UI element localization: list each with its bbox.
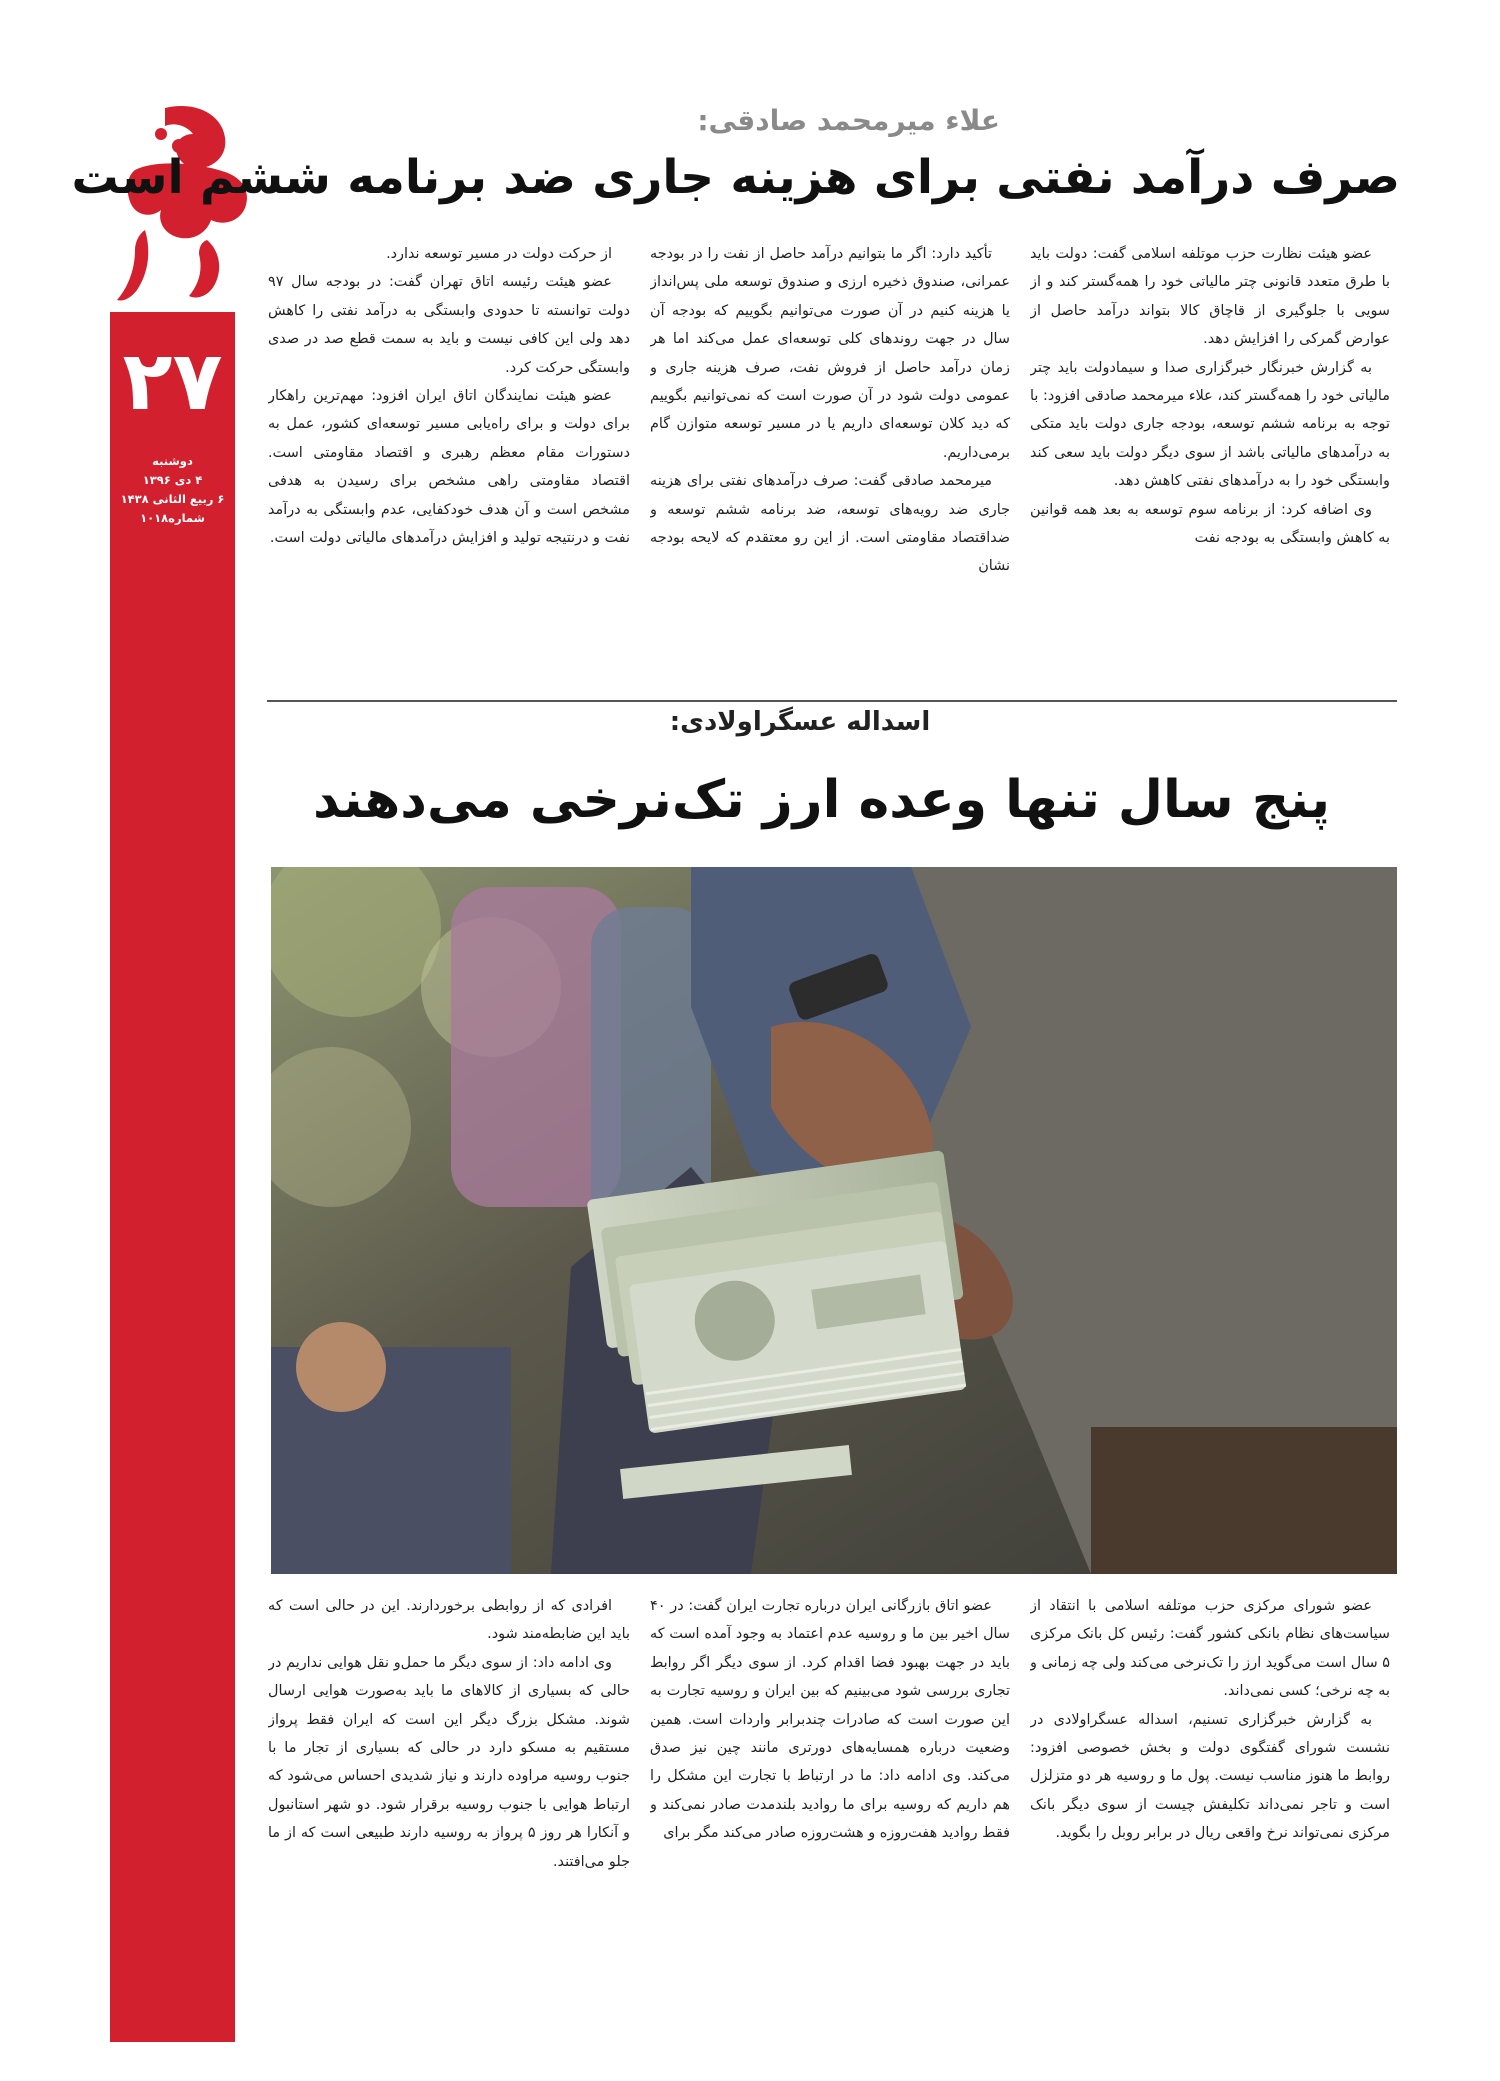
issue-weekday: دوشنبه [152, 454, 193, 468]
article2-kicker: اسداله عسگراولادی: [669, 707, 931, 737]
paragraph: تأکید دارد: اگر ما بتوانیم درآمد حاصل از نفت را در بودجه عمرانی، صندوق ذخیره ارزی و صندوق توسعه ملی پس‌انداز یا هزینه کنیم در آن صورت می‌توانیم بگوییم که بودجه آن سال در جهت روندهای کلی توسعه‌ای عمل می‌کند اما هر زمان درآمد حاصل از فروش نفت، صرف هزینه جاری و عمومی دولت شود در آن صورت است که نمی‌توانیم بگوییم که دید کلان توسعه‌ای داریم یا در مسیر توسعه متوازن گام برمی‌داریم. [650, 246, 1010, 461]
issue-meta [114, 452, 231, 528]
paragraph: افرادی که از روابطی برخوردارند. این در حالی است که باید این ضابطه‌مند شود. [268, 1598, 630, 1643]
article2-column-middle [650, 1592, 1010, 2032]
issue-date-lunar: ۶ ربیع الثانی ۱۴۳۸ [120, 492, 225, 506]
paragraph: عضو هیئت نظارت حزب موتلفه اسلامی گفت: دولت باید با طرق متعدد قانونی چتر مالیاتی خود را همه‌گستر کند و از سویی با جلوگیری از قاچاق کالا بتواند درآمد حاصل از عوارض گمرکی را افزایش دهد. [1030, 246, 1390, 348]
paragraph: به گزارش خبرنگار خبرگزاری صدا و سیمادولت باید چتر مالیاتی خود را همه‌گستر کند، علاء میرمحمد صادقی افزود: با توجه به برنامه ششم توسعه، بودجه جاری دولت باید متکی به درآمدهای مالیاتی باشد از سوی دیگر دولت باید سعی کند وابستگی خود را به درآمدهای نفتی کاهش دهد. [1030, 359, 1390, 490]
paragraph: وی ادامه داد: از سوی دیگر ما حمل‌و نقل هوایی نداریم در حالی که بسیاری از کالاهای ما باید به‌صورت هوایی ارسال شوند. مشکل بزرگ دیگر این است که ایران فقط پرواز مستقیم به مسکو دارد در حالی که بسیاری از تجار ما با جنوب روسیه مراوده دارند و نیاز شدیدی احساس می‌شود که ارتباط هوایی با جنوب روسیه برقرار شود. دو شهر استانبول و آنکارا هر روز ۵ پرواز به روسیه دارند طبیعی است که از ما جلو می‌افتند. [268, 1654, 630, 1870]
issue-number: ۲۷ [122, 334, 223, 429]
article1-column-left [268, 240, 630, 668]
paragraph: عضو شورای مرکزی حزب موتلفه اسلامی با انتقاد از سیاست‌های نظام بانکی کشور گفت: رئیس کل بانک مرکزی ۵ سال است می‌گوید ارز را تک‌نرخی می‌کند ولی چه زمانی و به چه نرخی؛ کسی نمی‌داند. [1030, 1598, 1390, 1700]
paragraph: از حرکت دولت در مسیر توسعه ندارد. [386, 246, 612, 262]
paragraph: به گزارش خبرگزاری تسنیم، اسداله عسگراولادی در نشست شورای گفتگوی دولت و بخش خصوصی افزود: روابط ما هنوز مناسب نیست. پول ما و روسیه هر دو متزلزل است و تاجر نمی‌داند تکلیفش چیست از سوی دیگر بانک مرکزی نمی‌تواند نرخ واقعی ریال در برابر روبل را بگوید. [1030, 1711, 1390, 1842]
article2-column-left [268, 1592, 630, 2032]
article1-column-middle [650, 240, 1010, 668]
issue-date-solar: ۴ دی ۱۳۹۶ [142, 473, 203, 487]
paragraph: عضو هیئت نمایندگان اتاق ایران افزود: مهم‌ترین راهکار برای دولت و برای راه‌یابی مسیر توسعه‌ای کشور، عمل به دستورات مقام معظم رهبری و اقتصاد مقاومتی است. اقتصاد مقاومتی راهی مشخص برای رسیدن به هدفی مشخص است و آن هدف خودکفایی، عدم وابستگی به درآمد نفت و درنتیجه تولید و افزایش درآمدهای مالیاتی دولت است. [268, 388, 630, 547]
section-divider [267, 700, 1397, 702]
paragraph: عضو اتاق بازرگانی ایران درباره تجارت ایران گفت: در ۴۰ سال اخیر بین ما و روسیه عدم اعتماد به وجود آمده است که باید در جهت بهبود فضا اقدام کرد. از سوی دیگر اگر روابط تجاری بررسی شود می‌بینیم که بین ایران و روسیه تجارت به این صورت است که صادرات چندبرابر واردات است. همین وضعیت درباره همسایه‌های دورتری مانند چین نیز صدق می‌کند. وی ادامه داد: ما در ارتباط با تجارت این مشکل را هم داریم که روسیه برای ما روادید بلندمدت صادر نمی‌کند و فقط روادید هفت‌روزه و هشت‌روزه صادر می‌کند مگر برای [650, 1598, 1010, 1842]
paragraph: وی اضافه کرد: از برنامه سوم توسعه به بعد همه قوانین به کاهش وابستگی به بودجه نفت [1030, 501, 1390, 547]
article2-photo [271, 867, 1397, 1574]
paragraph: عضو هیئت رئیسه اتاق تهران گفت: در بودجه سال ۹۷ دولت توانسته تا حدودی وابستگی به درآمد نفتی را کاهش دهد ولی این کافی نیست و باید به سمت قطع صد در صدی وابستگی حرکت کرد. [268, 274, 630, 376]
paragraph: میرمحمد صادقی گفت: صرف درآمدهای نفتی برای هزینه جاری ضد رویه‌های توسعه، ضد برنامه ششم توسعه و ضداقتصاد مقاومتی است. از این رو معتقدم که لایحه بودجه نشان [650, 473, 1010, 575]
article1-column-right [1030, 240, 1390, 668]
article1-kicker: علاء میرمحمد صادقی: [697, 104, 1000, 137]
money-photo-illustration [271, 867, 1397, 1574]
issue-sidebar [110, 312, 235, 2042]
issue-label: شماره۱۰۱۸ [140, 511, 205, 525]
article2-headline: پنج سال تنها وعده ارز تک‌نرخی می‌دهند [312, 770, 1330, 830]
article1-headline: صرف درآمد نفتی برای هزینه جاری ضد برنامه ششم است [71, 150, 1400, 205]
article2-column-right [1030, 1592, 1390, 2032]
